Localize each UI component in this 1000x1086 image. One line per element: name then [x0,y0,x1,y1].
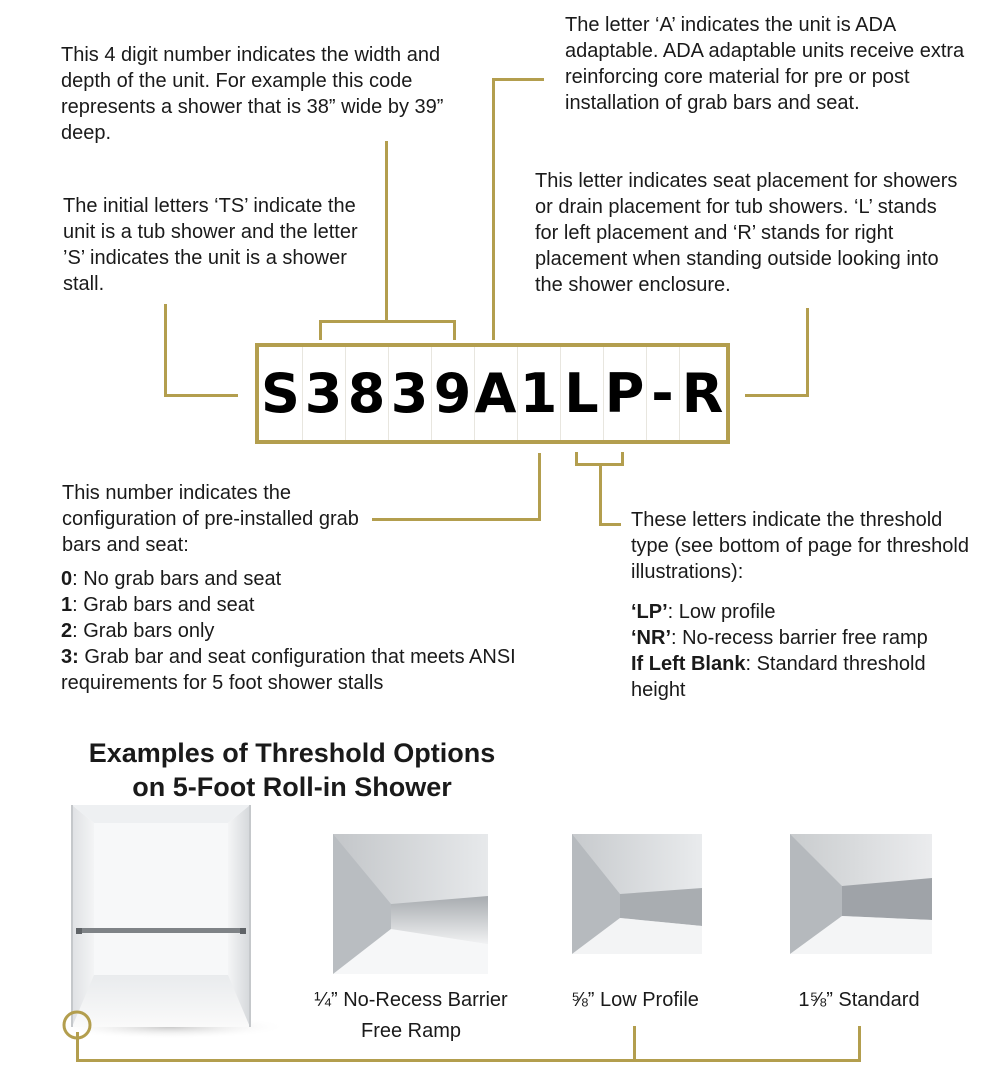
threshold-legend [631,599,951,703]
code-char-width-2: 8 [345,347,389,440]
threshold-item: ‘LP’: Low profile [631,601,776,623]
connector-ada [492,78,544,81]
code-char-threshold-2: P [603,347,647,440]
code-char-ada: A [474,347,518,440]
config-item: 3: Grab bar and seat configuration that meets ANSI requirements for 5 foot shower stalls [61,646,516,694]
code-char-dash: - [646,347,680,440]
code-char-threshold-1: L [560,347,604,440]
examples-heading: Examples of Threshold Options on 5-Foot Roll-in Shower [88,738,496,802]
low-profile-threshold-image [572,834,702,954]
threshold-intro: These letters indicate the threshold type (see bottom of page for threshold illustrations): [631,509,969,583]
ramp-threshold-image [333,834,488,974]
threshold-item: ‘NR’: No-recess barrier free ramp [631,627,928,649]
config-legend [61,566,541,696]
config-item: 1: Grab bars and seat [61,594,255,616]
code-char-type: S [259,347,303,440]
caption-standard: 1⅝” Standard [798,989,920,1011]
caption-low-profile: ⅝” Low Profile [571,989,699,1011]
placement-callout: This letter indicates seat placement for showers or drain placement for tub showers. ‘L’ stands for left placement and ‘R’ stands for right placement when standing outside looking into the shower enclosure. [535,170,958,296]
config-item: 2: Grab bars only [61,620,215,642]
caption-ramp: ¼” No-Recess Barrier Free Ramp [314,989,508,1042]
threshold-item: If Left Blank: Standard threshold height [631,653,926,701]
type-callout: The initial letters ‘TS’ indicate the unit is a tub shower and the letter ’S’ indicates the unit is a shower stall. [63,195,358,295]
code-char-config: 1 [517,347,561,440]
connector-type [164,304,167,397]
connector-config [538,453,541,521]
config-item: 0: No grab bars and seat [61,568,282,590]
ada-callout: The letter ‘A’ indicates the unit is ADA adaptable. ADA adaptable units receive extra reinforcing core material for pre or post installation of grab bars and seat. [565,14,965,114]
standard-threshold-image [790,834,932,954]
connector-size [385,141,388,322]
model-code-box [255,343,730,444]
shower-stall-image [52,805,280,1045]
code-char-placement: R [681,362,724,425]
connector-placement [806,308,809,397]
code-char-depth-1: 3 [388,347,432,440]
code-char-width-1: 3 [302,347,346,440]
config-intro: This number indicates the configuration of pre-installed grab bars and seat: [62,482,359,556]
code-char-depth-2: 9 [431,347,475,440]
size-callout: This 4 digit number indicates the width and depth of the unit. For example this code represents a shower that is 38” wide by 39” deep. [61,44,444,144]
